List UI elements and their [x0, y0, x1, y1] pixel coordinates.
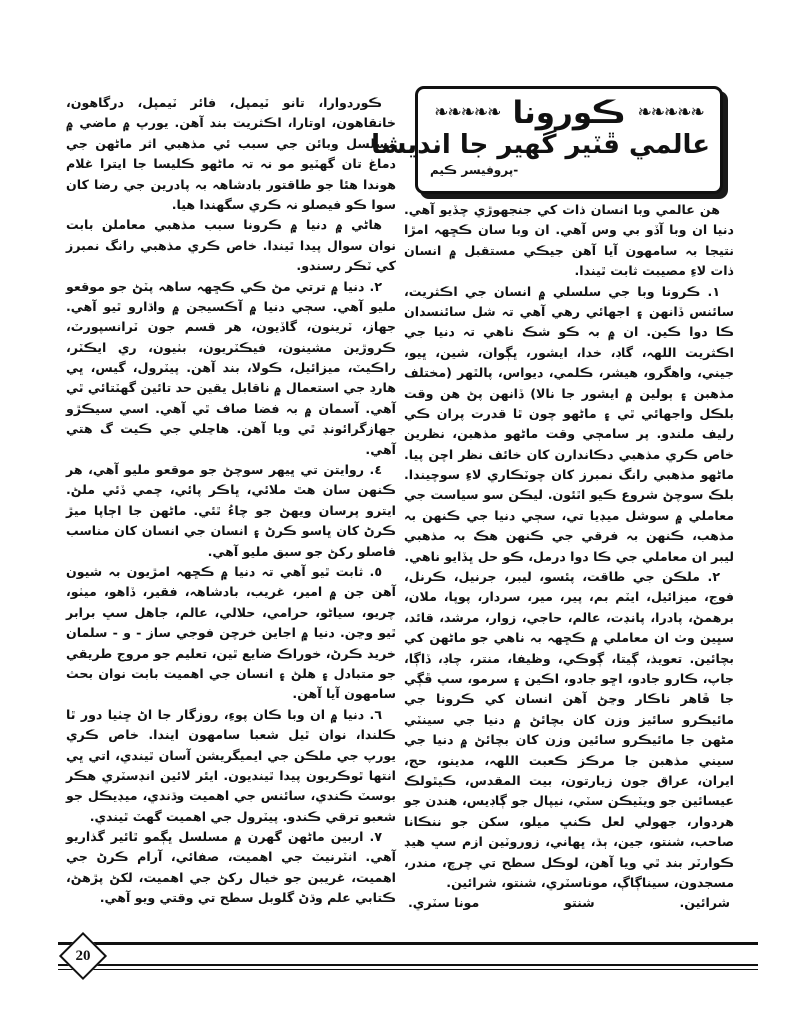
paragraph-lede: هن عالمي وبا انسان ذات کي جنجهوڙي چڏيو آهي. دنيا ان وبا آڏو بي وس آهي. ان وبا سان ڪڇهہ امڙا نتيجا بہ سامهون آيا آهن جيڪي مستقبل ۾ انسان ذات لاءِ مصيبت ثابت ٿيندا. — [404, 202, 734, 279]
article-column-left — [66, 93, 396, 909]
paragraph: ١. ڪرونا وبا جي سلسلي ۾ انسان جي اڪثريت، سائنس ڏانهن ۽ اجهائي رهي آهي تہ شل سائنسدان ڪا دوا ڪين. ان ۾ بہ ڪو شڪ ناهي تہ دنيا جي اڪثريت اللهہ، گاڊ، خدا، ايشور، ڀڳوان، شين، ڀيو، جيني، واهگرو، هيشر، ڪلمي، ديواس، پالٿهر (مختلف مذهبن ۽ ٻولين ۾ ايشور جا نالا) ڏانهن پڻ هن وقت بلڪل واجهائي ٿي ۽ ماڻهو چون ٿا قدرت پران ڪي رليف ملندو. پر سامڄي وقت ماڻهو مذهبن، نظرين خاص ڪري مذهبي دڪاندارن کان خائف نظر اچن پيا. ماڻهو مذهبي رانگ نمبرز کان چوٽڪاري لاءِ سوچيندا. بلڪ سوچڻ شروع ڪيو اٿئون. ليڪن سو سياست جي معاملي ۾ سوشل ميڊيا تي، سڄي دنيا جي ڪنهن بہ مذهب، ڪنهن بہ فرقي جي ڪنهن ھڪ بہ مذهبي ليبر ان معاملي جي ڪا دوا درمل، ڪو حل ڀڏايو ناهي. — [404, 283, 734, 564]
paragraph: هاڻي ۾ دنيا ۾ ڪرونا سبب مذهبي معاملن بابت نوان سوال پيدا ٿيندا. خاص ڪري مذهبي رانگ نمبرز کي ٽڪر رسندو. — [66, 217, 396, 274]
headline-subtitle: عالمي ڦٽير گھير جا انديشا — [371, 130, 710, 160]
paragraph: ٦. دنيا ۾ ان وبا ڪان پوءِ، روزگار جا اڻ ڇٺيا دور ٿا ڪلندا، نوان ٿيل شعبا سامهون ايندا. خاص ڪري يورپ جي ملڪن جي ايميگريشن آسان ٿيندي، اتي ڀي انتها ٿوڪريون پيدا ٿينديون. ايئر لائين انڊسٽري هڪر بوسٽ ڪندي، سائنس جي اهميت وڌندي، ميڊيڪل جو شعبو ترقي ڪندو. پيٽرول جي اهميت گهٽ ٿيندي. — [66, 706, 396, 824]
closing-word-left: شرائين. — [679, 895, 730, 911]
footer-rule-thin-upper — [58, 964, 758, 966]
closing-word-right: مونا سٽري. — [408, 895, 480, 911]
paragraph: ٢. دنيا ۾ ترتي مڻ ڪي ڪڇهہ ساهہ پٽڻ جو موقعو مليو آهي. سڄي دنيا ۾ آڪسيجن ۾ واڌارو ٿيو آهي. جهاز، ٽرينون، گاڏيون، هر قسم جون ٽرانسپورٽ، ڪروڙين مشينون، فيڪٽريون، بٺيون، ري ايڪٽر، راڪيٽ، ميزائيل، ڪولا، بند آهن. پيٽرول، گيس، ڀي هارڊ جي استعمال ۾ ناقابل يقين حد تائين گهٽتائي ٿي آهي. آسمان ۾ بہ فضا صاف ٿي آهي. اسي سيڪڙو جهازگرائونڊ ٿي ويا آهن. هاڃلي جي ڪيت گ هتي آهي. — [66, 278, 396, 457]
headline-byline: -پروفيسر ڪيم — [430, 162, 519, 177]
article-column-right — [404, 200, 734, 914]
footer-rule-thin-lower — [58, 969, 758, 970]
footer-rule-thick — [58, 942, 758, 945]
paragraph: ٥. ثابت ٿيو آهي تہ دنيا ۾ ڪڇهہ امڙيون بہ شيون آهن جن ۾ امير، غريب، بادشاهہ، فقير، ڏاهو، ميٺو، چريو، سياڻو، حرامي، حلالي، عالم، جاهل سڀ برابر ٿيو وڃن. دنيا ۾ اجاين خرچن فوجي ساز - و - سلمان خريد ڪرڻ، خوراڪ ضايع ٿين، تعليم جو مروج طريقي جو متبادل ۽ هلڻ ۽ انسان جي اهميت بابت نوان بحث سامهون آيا آهن. — [66, 563, 396, 702]
paragraph: ٢. ملڪن جي طاقت، پئسو، ليبر، جرنيل، ڪرنل، فوج، ميزائيل، ايٽم بم، پير، مير، سردار، پوپا، ملان، برهمڻ، پادرا، پانڊت، عالم، حاجي، زوار، مرشد، قائد، سڀين وٺ ان معاملي ۾ ڪڇهہ بہ ناهي جو ماڻهن کي بچائين. تعويذ، ڳيتا، ڳوڪي، وظيفا، منتر، چاڊ، ڏاڳا، جاپ، ڪارو جادو، اڇو جادو، اڪين ۽ سرمو، سپ ڦڳي جا ڦاهر ناڪار وڃڻ آهن انسان کي ڪرونا جي مائيڪرو سائيز وزن کان بچائڻ ۾ دنيا جي سينٽي مڻهن جا مائيڪرو سائين وزن کان بچائڻ ۾ دنيا جي سيني مذهبن جا مرڪز ڪعبت اللهہ، مدينو، حج، ايران، عراق جون زيارتون، بيت المقدس، ڪيٿولڪ عيسائين جو ويٽيڪن سٽي، نيپال جو ڳاڊيس، هندن جو هردوار، جهولي لعل ڪنڀ ميلو، سکن جو ننڪانا صاحب، شنتو، جين، ٻڌ، ڀهاني، زوروٽين ازم سڀ هيڊ ڪوارٽر بند ٿي ويا آهن، لوڪل سطح تي چرچ، مندر، مسجدون، سيناڳاڳ، موناسٽري، شنتو، شرائين. — [404, 569, 734, 890]
page-footer — [58, 938, 758, 988]
paragraph: ٧. اربين ماڻهن گهرن ۾ مسلسل ڀڳمو ٿائير گذاريو آهي. انٽرنيٽ جي اهميت، صفائي، آرام ڪرڻ جي اهميت، غريبن جو خيال رکڻ جي اهميت، لکڻ پڙهڻ، ڪتابي علم وڌڻ گلوبل سطح تي وقتي ويو آهي. — [66, 829, 396, 906]
paragraph: ٤. روايتن تي ڀيهر سوچڻ جو موقعو مليو آهي، هر ڪنهن سان هٿ ملائي، ڀاڪر پائي، چمي ڏئي ملڻ. ايترو پرسان ويهڻ جو چاءُ ٿئي. ماڻهن جا اڄاپا ميڙ ڪرڻ کان ڀاسو ڪرڻ ۽ انسان جي انسان کان مناسب فاصلو رکڻ جو سبق مليو آهي. — [66, 462, 396, 559]
page-number-badge — [59, 932, 107, 980]
headline-title: ڪورونا — [512, 94, 626, 131]
closing-words-row — [404, 893, 734, 913]
ornament-left-icon: ❧❧❧❧❧ — [637, 100, 704, 124]
closing-word-center: شنتو — [564, 895, 595, 911]
paragraph: ڪوردوارا، تانو ٽيمپل، فائر ٽيمپل، درگاهون، خانقاهون، اوتارا، اڪثريت بند آهن. يورپ ۾ ماضي ۾ مسلسل وبائن جي سبب ئي مذهبي اثر ماڻهن جي دماغ تان گهٽيو مو نہ تہ ماڻهو ڪليسا جا ايترا غلام هوندا هئا جو طاقتور بادشاهہ بہ پادرين جي رضا کان سوا ڪو فيصلو نہ ڪري سگهندا هيا. — [66, 95, 396, 212]
headline-title-row — [428, 93, 710, 133]
headline-box — [371, 86, 723, 194]
page-number: 20 — [75, 947, 91, 964]
ornament-right-icon: ❧❧❧❧❧ — [434, 100, 501, 124]
